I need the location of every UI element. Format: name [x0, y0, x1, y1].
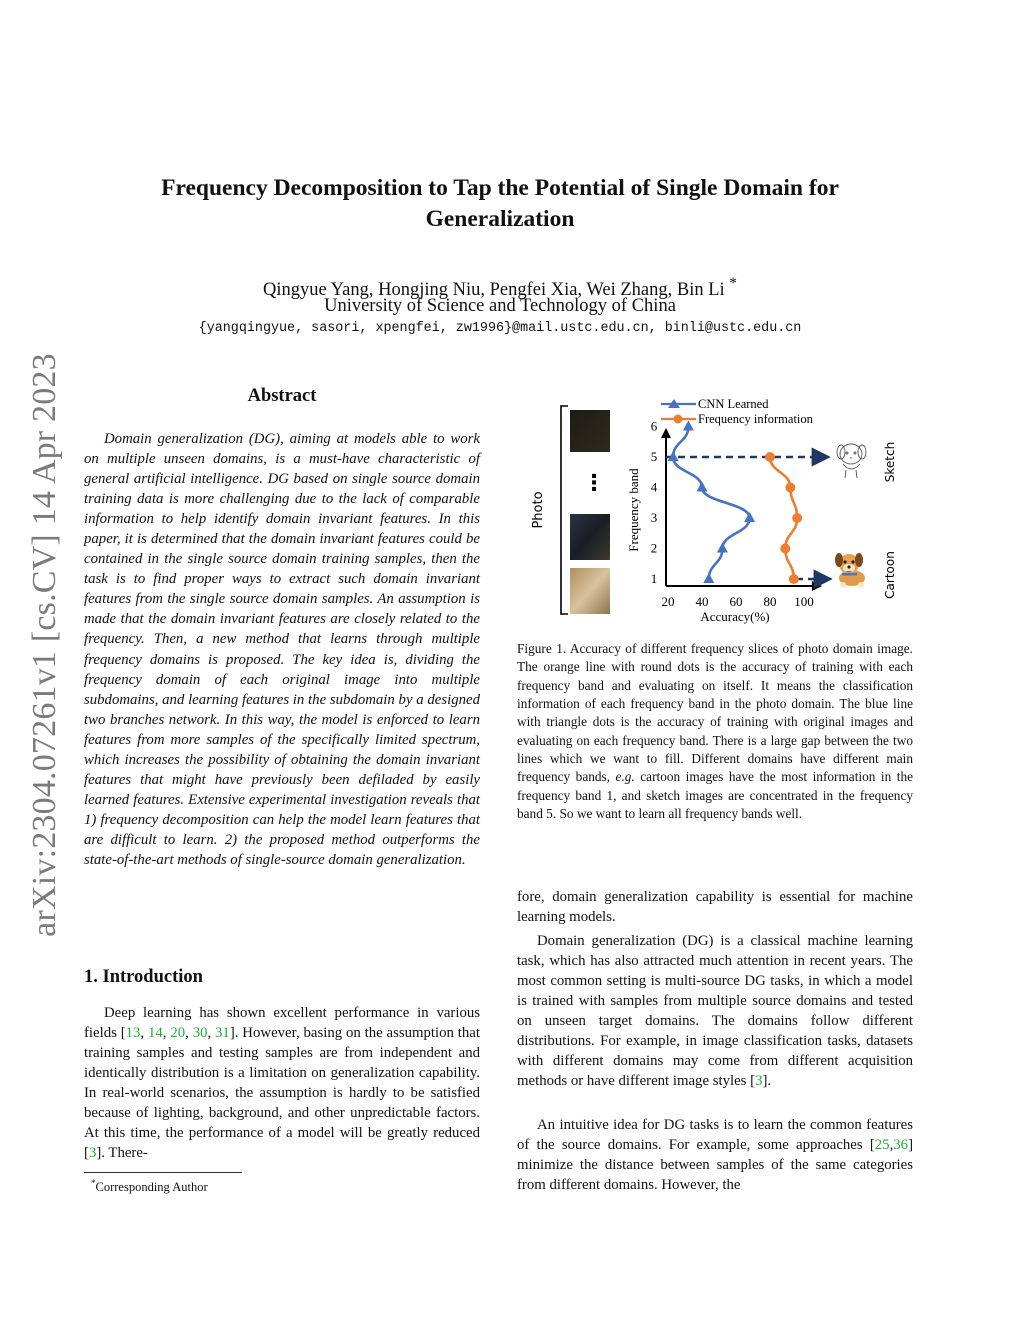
y-axis-arrowhead [661, 428, 671, 438]
legend-cnn-label: CNN Learned [698, 397, 769, 411]
y-tick-label: 5 [650, 449, 658, 464]
caption-eg: e.g. [615, 769, 635, 785]
caption-text: Figure 1. Accuracy of different frequency slices of photo domain image. The orange line with round dots is the accuracy of training with each frequency band and evaluating on itself. It means the classification information of each frequency band in the photo domain. The blue line with triangle dots is the accuracy of training with original images and evaluating on each frequency band. There is a large gap between the two lines which we want to fill. Different domains have different main frequency bands, [517, 641, 913, 785]
y-tick-label: 6 [650, 418, 658, 434]
y-axis-label: Frequency band [626, 468, 641, 552]
y-tick-label: 3 [650, 510, 658, 525]
ellipsis: ⋮ [583, 471, 605, 496]
legend-freq-marker [674, 415, 683, 424]
paragraph-text: ]. [762, 1073, 772, 1090]
cnn-point [697, 482, 708, 492]
photo-thumbnail-band-3 [570, 514, 610, 560]
citation-link[interactable]: 14 [148, 1025, 163, 1042]
photo-bracket [561, 406, 568, 614]
citation-link[interactable]: 20 [170, 1025, 186, 1042]
cartoon-dog-image [835, 553, 865, 588]
intro-text: Deep learning has shown excellent performance in various fields [ [84, 1005, 480, 1042]
photo-label: Photo [531, 491, 546, 529]
photo-thumbnail-band-6 [570, 410, 610, 452]
abstract-heading: Abstract [247, 386, 317, 406]
citation-link[interactable]: 36 [893, 1137, 909, 1154]
sketch-dog-image [837, 444, 866, 478]
freq-point [780, 544, 790, 554]
x-axis-label: Accuracy(%) [700, 609, 770, 624]
introduction-heading: 1. Introduction [84, 967, 203, 987]
citation-link[interactable]: 3 [755, 1073, 763, 1090]
arxiv-stamp [22, 350, 68, 940]
paper-title: Frequency Decomposition to Tap the Potential of Single Domain for Generalization [161, 175, 839, 232]
freq-point [792, 513, 802, 523]
freq-point [789, 574, 799, 584]
x-tick-label: 100 [794, 594, 814, 609]
footnote-mark: * [91, 1178, 96, 1188]
figure-1-svg [516, 392, 916, 624]
photo-thumbnail-original [570, 568, 610, 614]
series-line-cnn-learned [673, 427, 750, 580]
author-mark: * [729, 275, 737, 292]
right-paragraph-3: An intuitive idea for DG tasks is to learn the common features of the source domains. For example, some approaches [25,36] minimize the distance between samples of the same categories from different domains. However, the [517, 1117, 913, 1194]
right-paragraph-1: fore, domain generalization capability is essential for machine learning models. [517, 889, 913, 926]
footnote-text: Corresponding Author [95, 1180, 208, 1195]
citation-link[interactable]: 13 [125, 1025, 141, 1042]
x-tick-label: 40 [695, 594, 709, 609]
x-tick-label: 20 [661, 594, 675, 609]
footnote [91, 1178, 208, 1195]
right-paragraph-2 [517, 931, 913, 1091]
citation-link[interactable]: 30 [192, 1025, 208, 1042]
author-names: Qingyue Yang, Hongjing Niu, Pengfei Xia, Wei Zhang, Bin Li [263, 280, 725, 301]
sketch-label: Sketch [883, 441, 897, 483]
paragraph-text: An intuitive idea for DG tasks is to learn the common features of the source domains. For example, some approaches [ [517, 1117, 913, 1154]
citation-link[interactable]: 3 [88, 1145, 97, 1162]
caption-text-end: cartoon images have the most information in the frequency band 1, and sketch images are concentrated in the frequency band 5. So we want to learn all frequency bands well. [517, 769, 913, 822]
figure-1 [516, 392, 916, 624]
intro-text: ]. There- [96, 1145, 148, 1162]
paragraph-text: ] minimize the distance between samples of the same categories from different domains. However, the [517, 1137, 913, 1194]
affiliation: University of Science and Technology of China [324, 296, 676, 316]
freq-point [765, 452, 775, 462]
x-tick-label: 60 [729, 594, 743, 609]
citation-link[interactable]: 25 [874, 1137, 890, 1154]
cnn-point [717, 543, 728, 553]
paragraph-text: Domain generalization (DG) is a classical machine learning task, which has also attracted much attention in recent years. The most common setting is multi-source DG tasks, in which a model is trained with samples from multiple source domains and tested on unseen target domains. The domains follow different distributions. For example, in image classification tasks, datasets with different domains may come from different acquisition methods or have different image styles [ [517, 933, 913, 1090]
footnote-rule [84, 1172, 242, 1173]
cnn-point [744, 512, 755, 522]
figure-1-caption [517, 640, 913, 823]
cartoon-label: Cartoon [883, 551, 897, 599]
freq-point [785, 483, 795, 493]
abstract-text: Domain generalization (DG), aiming at models able to work on multiple unseen domains, is a must-have characteristic of general artificial intelligence. DG based on single source domain training data is more challenging due to the lack of comparable information to help identify domain invariant features. In this paper, it is determined that the domain invariant features could be contained in the single source domain training samples, then the task is to find proper ways to extract such domain invariant features from the single source domain samples. An assumption is made that the domain invariant features are closely related to the frequency. Then, a new method that learns through multiple frequency domains is proposed. The key idea is, dividing the frequency domain of each original image into multiple subdomains, and learning features in the subdomain by a designed two branches network. In this way, the model is enforced to learn features from more samples of the specifically limited spectrum, which increases the possibility of obtaining the domain invariant features that might have previously been defiladed by easily learned features. Extensive experimental investigation reveals that 1) frequency decomposition can help the model learn features that are difficult to learn. 2) the proposed method outperforms the state-of-the-art methods of single-source domain generalization. [84, 431, 480, 868]
citation-link[interactable]: 31 [215, 1025, 230, 1042]
x-axis-arrowhead [812, 581, 822, 591]
y-tick-label: 2 [650, 540, 658, 556]
legend-freq-label: Frequency information [698, 412, 813, 426]
introduction-paragraph: Deep learning has shown excellent performance in various fields [13, 14, 20, 30, 31]. However, basing on the assumption that training samples and testing samples are from independent and identically distribution is a limitation on generalization capability. In real-world scenarios, the assumption is hardly to be satisfied because of lighting, background, and other unpredictable factors. At this time, the performance of a model will be greatly reduced [3]. There- [84, 1005, 480, 1162]
cnn-point [683, 421, 694, 431]
cnn-point [703, 573, 714, 583]
y-tick-label: 1 [650, 571, 658, 586]
intro-text: ]. However, basing on the assumption that training samples and testing samples are from independent and identically distribution is a limitation on generalization capability. In real-world scenarios, the assumption is hardly to be satisfied because of lighting, background, and other unpredictable factors. At this time, the performance of a model will be greatly reduced [ [84, 1025, 480, 1162]
x-tick-label: 80 [763, 594, 777, 609]
arxiv-stamp-text: arXiv:2304.07261v1 [cs.CV] 14 Apr 2023 [26, 353, 63, 937]
y-tick-label: 4 [650, 479, 658, 495]
author-emails: {yangqingyue, sasori, xpengfei, zw1996}@mail.ustc.edu.cn, binli@ustc.edu.cn [198, 321, 802, 336]
